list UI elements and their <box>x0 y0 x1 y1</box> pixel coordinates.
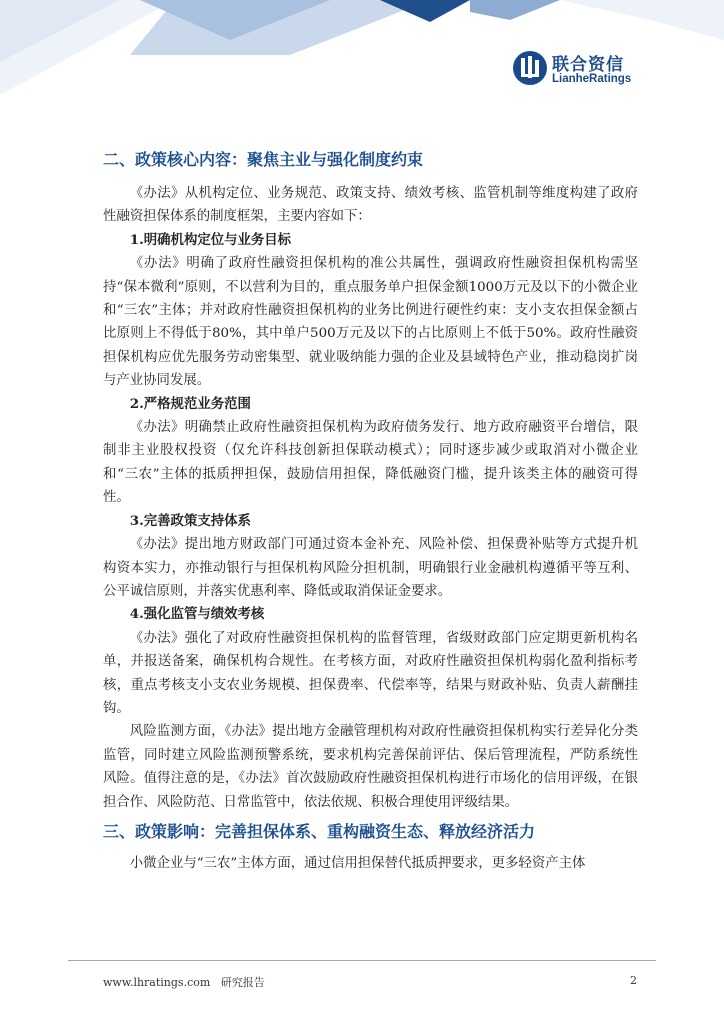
paragraph: 《办法》强化了对政府性融资担保机构的监督管理，省级财政部门应定期更新机构名单，并报送备案，确保机构合规性。在考核方面，对政府性融资担保机构弱化盈利指标考核，重点考核支小支农业务规模、担保费率、代偿率等，结果与财政补贴、负责人薪酬挂钩。 <box>103 630 638 716</box>
section-heading-2: 二、政策核心内容：聚焦主业与强化制度约束 <box>103 150 424 169</box>
page-number: 2 <box>630 974 637 987</box>
subsection-title-4: 4.强化监管与绩效考核 <box>129 606 265 623</box>
paragraph: 风险监测方面，《办法》提出地方金融管理机构对政府性融资担保机构实行差异化分类监管，同时建立风险监测预警系统，要求机构完善保前评估、保后管理流程，严防系统性风险。值得注意的是，《办法》首次鼓励政府性融资担保机构进行市场化的信用评级，在银担合作、风险防范、日常监管中，依法依规、积极合理使用评级结果。 <box>103 724 638 810</box>
section-heading-3: 三、政策影响：完善担保体系、重构融资生态、释放经济活力 <box>103 821 536 841</box>
subsection-title-1: 1.明确机构定位与业务目标 <box>129 231 292 248</box>
logo-english-name: LianheRatings <box>552 73 632 85</box>
footer-info <box>103 974 265 990</box>
lianhe-logo-icon <box>512 50 548 86</box>
subsection-title-3: 3.完善政策支持体系 <box>129 512 251 529</box>
footer-label: 研究报告 <box>220 976 265 989</box>
document-body <box>103 148 638 875</box>
subsection-title-2: 2.严格规范业务范围 <box>129 395 251 412</box>
paragraph: 《办法》明确了政府性融资担保机构的准公共属性，强调政府性融资担保机构需坚持“保本微利”原则，不以营利为目的，重点服务单户担保金额1000万元及以下的小微企业和“三农”主体；并对政府性融资担保机构的业务比例进行硬性约束：支小支农担保金额占比原则上不得低于80%，其中单户500万元及以下的占比原则上不低于50%。政府性融资担保机构应优先服务劳动密集型、就业吸纳能力强的企业及县域特色产业，推动稳岗扩岗与产业协同发展。 <box>103 256 638 389</box>
paragraph: 小微企业与“三农”主体方面，通过信用担保替代抵质押要求，更多轻资产主体 <box>129 855 586 871</box>
company-logo <box>512 50 652 90</box>
logo-chinese-name: 联合资信 <box>552 55 624 75</box>
footer-url[interactable]: www.lhratings.com <box>103 976 211 989</box>
paragraph: 《办法》提出地方财政部门可通过资本金补充、风险补偿、担保费补贴等方式提升机构资本实力，亦推动银行与担保机构风险分担机制，明确银行业金融机构遵循平等互利、公平诚信原则，并落实优惠利率、降低或取消保证金要求。 <box>103 537 638 599</box>
footer-divider <box>68 960 656 961</box>
section-intro-paragraph: 《办法》从机构定位、业务规范、政策支持、绩效考核、监管机制等维度构建了政府性融资担保体系的制度框架，主要内容如下： <box>103 186 638 225</box>
paragraph: 《办法》明确禁止政府性融资担保机构为政府债务发行、地方政府融资平台增信，限制非主业股权投资（仅允许科技创新担保联动模式）；同时逐步减少或取消对小微企业和“三农”主体的抵质押担保，鼓励信用担保，降低融资门槛，提升该类主体的融资可得性。 <box>103 420 638 506</box>
